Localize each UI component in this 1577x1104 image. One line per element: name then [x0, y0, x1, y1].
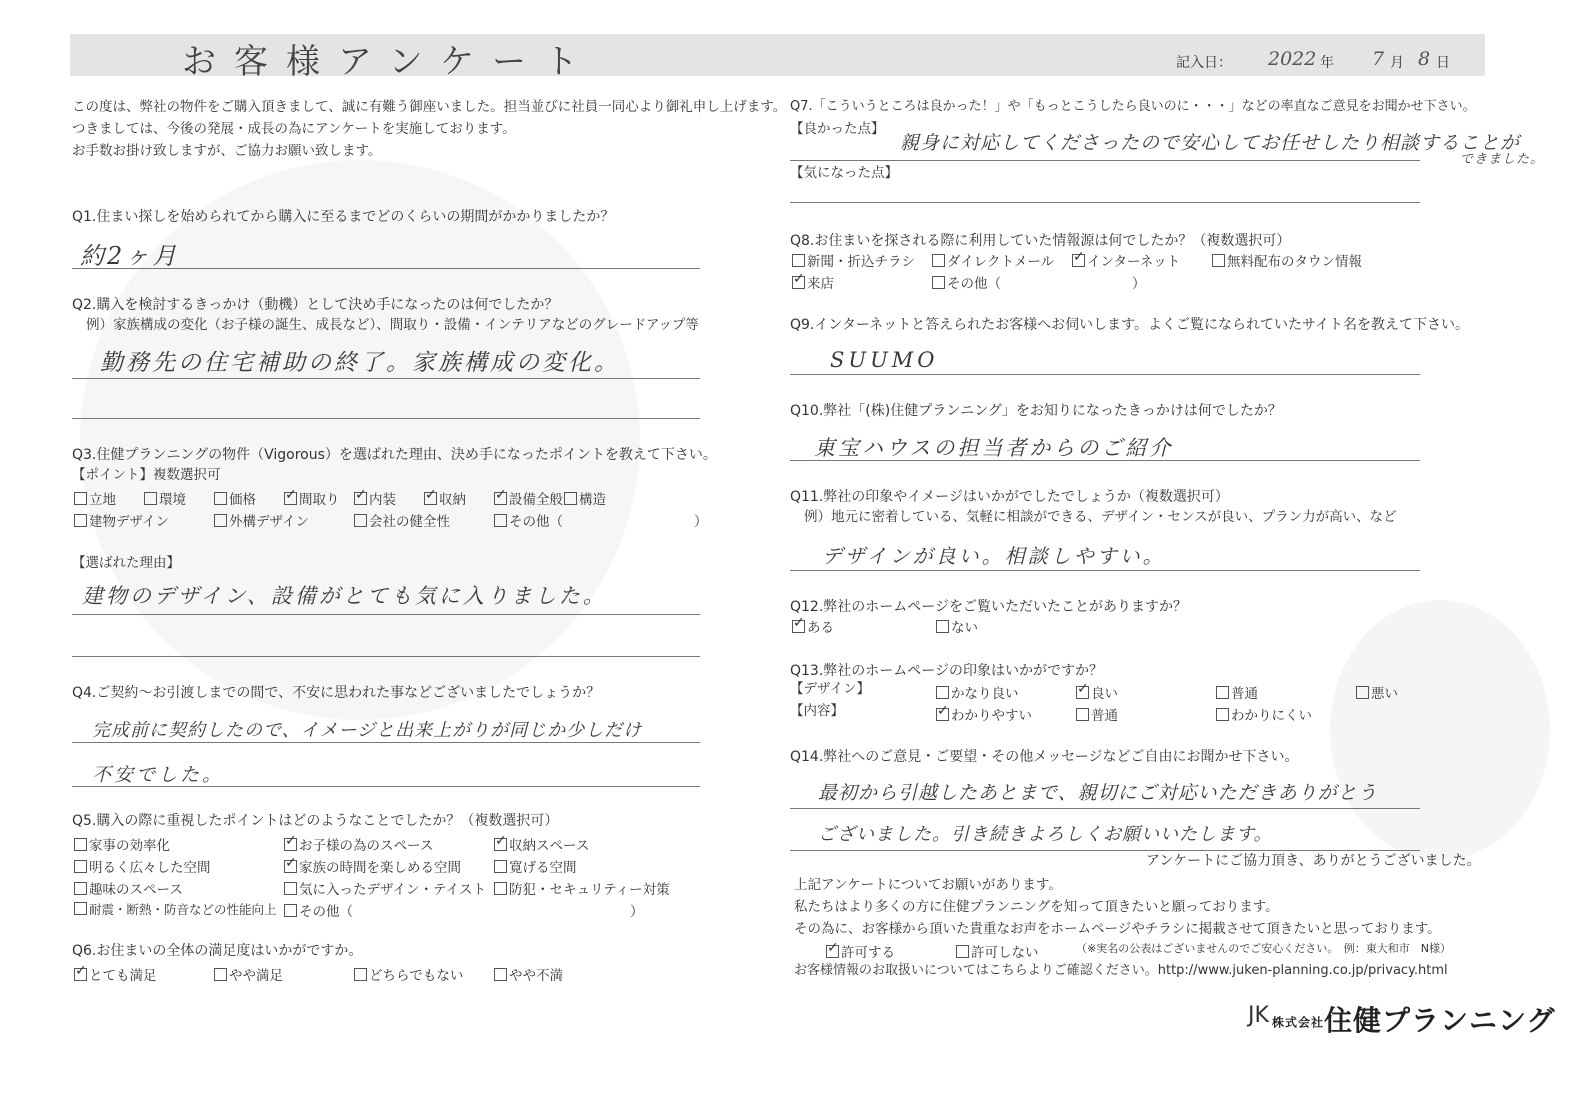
q10-question: Q10.弊社「(株)住健プランニング」をお知りになったきっかけは何でしたか？ [790, 403, 1282, 419]
date-year: 2022 [1268, 48, 1317, 70]
q3-option[interactable]: その他（ [494, 510, 563, 530]
q5-option[interactable]: 耐震・断熱・防音などの性能向上 [74, 900, 277, 918]
checkbox[interactable] [354, 514, 367, 527]
q8-other-close: ） [1132, 276, 1146, 292]
permission-note: （※実名の公表はございませんのでご安心ください。 例：東大和市 N様） [1076, 942, 1451, 955]
q3-option[interactable]: 構造 [564, 488, 606, 508]
intro-line: お手数お掛け致しますが、ご協力お願い致します。 [72, 143, 382, 159]
q3-option[interactable]: 外構デザイン [214, 510, 309, 530]
q5-option[interactable]: 寛げる空間 [494, 856, 577, 876]
q8-option[interactable]: ✓ インターネット [1072, 250, 1180, 270]
checkbox-checked[interactable] [494, 492, 507, 505]
answer-line [72, 378, 700, 379]
checkbox[interactable] [144, 492, 157, 505]
q5-option[interactable]: 趣味のスペース [74, 878, 183, 898]
q11-answer: デザインが良い。相談しやすい。 [822, 544, 1166, 568]
q2-answer: 勤務先の住宅補助の終了。家族構成の変化。 [100, 350, 620, 376]
request-line: 上記アンケートについてお願いがあります。 [794, 877, 1062, 893]
q5-option[interactable]: その他（ [284, 900, 353, 920]
checkbox[interactable] [74, 492, 87, 505]
checkbox-checked[interactable] [792, 620, 805, 633]
permission-allow[interactable]: ✓許可する [826, 941, 895, 961]
q4-answer-line1: 完成前に契約したので、イメージと出来上がりが同じか少しだけ [92, 720, 643, 741]
q13-content-label: 【内容】 [790, 703, 844, 719]
q4-question: Q4.ご契約～お引渡しまでの間で、不安に思われた事などございましたでしょうか？ [72, 685, 601, 701]
checkbox[interactable] [354, 968, 367, 981]
q2-question: Q2.購入を検討するきっかけ（動機）として決め手になったのは何でしたか？ [72, 297, 559, 313]
q12-option[interactable]: ✓ある [792, 616, 834, 636]
q7-concern-label: 【気になった点】 [790, 165, 898, 181]
request-line: その為に、お客様から頂いた貴重なお声をホームページやチラシに掲載させて頂きたいと思っております。 [794, 921, 1441, 937]
q5-option[interactable]: 気に入ったデザイン・テイスト [284, 878, 486, 898]
q3-option[interactable]: ✓ 間取り [284, 488, 340, 508]
q9-answer: SUUMO [830, 348, 939, 372]
q5-option[interactable]: 防犯・セキュリティー対策 [494, 878, 670, 898]
checkbox[interactable] [932, 276, 945, 289]
date-year-unit: 年 [1320, 55, 1334, 71]
answer-line [72, 268, 700, 269]
q5-option[interactable]: ✓ 家族の時間を楽しめる空間 [284, 856, 461, 876]
q2-example: 例）家族構成の変化（お子様の誕生、成長など）、間取り・設備・インテリアなどのグレードアップ等 [86, 317, 699, 333]
q11-question: Q11.弊社の印象やイメージはいかがでしたでしょうか（複数選択可） [790, 489, 1229, 505]
q8-option[interactable]: その他（ [932, 272, 1001, 292]
checkbox-checked[interactable] [284, 860, 297, 873]
q8-option[interactable]: ✓来店 [792, 272, 834, 292]
q3-answer: 建物のデザイン、設備がとても気に入りました。 [82, 584, 607, 608]
q13-content-option[interactable]: 普通 [1076, 704, 1118, 724]
q7-good-answer-cont: できました。 [1460, 152, 1545, 167]
company-name: 住健プランニング [1324, 1004, 1556, 1037]
q1-answer: 約2ヶ月 [80, 242, 180, 270]
checkbox[interactable] [932, 254, 945, 267]
q13-design-option[interactable]: 普通 [1216, 682, 1258, 702]
q3-points-label: 【ポイント】複数選択可 [72, 467, 221, 483]
q5-other-close: ） [630, 904, 644, 920]
q13-question: Q13.弊社のホームページの印象はいかがですか？ [790, 663, 1104, 679]
answer-line [72, 418, 700, 419]
page-title: お客様アンケート [182, 42, 596, 82]
company-logo [1272, 999, 1555, 1039]
checkbox-checked[interactable] [792, 276, 805, 289]
checkbox-checked[interactable] [354, 492, 367, 505]
thanks-text: アンケートにご協力頂き、ありがとうございました。 [1146, 853, 1481, 869]
checkbox[interactable] [74, 882, 87, 895]
checkbox[interactable] [74, 838, 87, 851]
intro-line: つきましては、今後の発展・成長の為にアンケートを実施しております。 [72, 121, 516, 137]
answer-line [790, 202, 1420, 203]
q11-example: 例）地元に密着している、気軽に相談ができる、デザイン・センスが良い、プラン力が高い、など [804, 509, 1397, 525]
date-day: 8 [1418, 48, 1431, 70]
permission-deny[interactable]: 許可しない [956, 941, 1039, 961]
checkbox[interactable] [214, 514, 227, 527]
company-kind: 株式会社 [1272, 1015, 1325, 1030]
q3-option[interactable]: 価格 [214, 488, 256, 508]
checkbox[interactable] [494, 514, 507, 527]
q3-option[interactable]: ✓ 収納 [424, 488, 466, 508]
q13-content-option[interactable]: わかりにくい [1216, 704, 1312, 724]
checkbox[interactable] [936, 686, 949, 699]
checkbox-checked[interactable] [1072, 254, 1085, 267]
checkbox-checked[interactable] [936, 708, 949, 721]
q5-question: Q5.購入の際に重視したポイントはどのようなことでしたか？（複数選択可） [72, 813, 559, 829]
privacy-text: お客様情報のお取扱いについてはこちらよりご確認ください。http://www.juken-planning.co.jp/privacy.html [794, 963, 1448, 978]
q6-option[interactable]: やや満足 [214, 964, 283, 984]
answer-line [72, 742, 700, 743]
q3-option[interactable]: 立地 [74, 488, 116, 508]
q7-good-answer: 親身に対応してくださったので安心してお任せしたり相談することが [900, 132, 1521, 154]
date-month: 7 [1372, 48, 1385, 70]
checkbox[interactable] [494, 860, 507, 873]
checkbox[interactable] [1356, 686, 1369, 699]
q6-question: Q6.お住まいの全体の満足度はいかがですか。 [72, 943, 363, 959]
checkbox[interactable] [74, 860, 87, 873]
q3-option[interactable]: 環境 [144, 488, 186, 508]
q10-answer: 東宝ハウスの担当者からのご紹介 [814, 436, 1174, 460]
q9-question: Q9.インターネットと答えられたお客様へお伺いします。よくご覧になられていたサイト名を教えて下さい。 [790, 317, 1470, 333]
q5-option[interactable]: 明るく広々した空間 [74, 856, 211, 876]
checkbox[interactable] [284, 882, 297, 895]
q13-design-label: 【デザイン】 [790, 681, 871, 697]
q14-question: Q14.弊社へのご意見・ご要望・その他メッセージなどご自由にお聞かせ下さい。 [790, 749, 1299, 765]
q14-answer-line2: ございました。引き続きよろしくお願いいたします。 [818, 824, 1273, 845]
date-label: 記入日： [1176, 55, 1232, 71]
checkbox[interactable] [214, 968, 227, 981]
q8-option[interactable]: ダイレクトメール [932, 250, 1054, 270]
checkbox[interactable] [792, 254, 805, 267]
q3-option[interactable]: ✓ 内装 [354, 488, 396, 508]
q1-question: Q1.住まい探しを始められてから購入に至るまでどのくらいの期間がかかりましたか？ [72, 209, 615, 225]
intro-line: この度は、弊社の物件をご購入頂きまして、誠に有難う御座いました。担当並びに社員一同心より御礼申し上げます。 [72, 99, 787, 115]
checkbox[interactable] [936, 620, 949, 633]
q3-question: Q3.住健プランニングの物件（Vigorous）を選ばれた理由、決め手になったポイントを教えて下さい。 [72, 447, 717, 463]
q5-option[interactable]: ✓ 収納スペース [494, 834, 589, 854]
answer-line [72, 614, 700, 615]
q7-good-label: 【良かった点】 [790, 121, 885, 137]
q5-option[interactable]: 家事の効率化 [74, 834, 170, 854]
date-month-unit: 月 [1390, 55, 1404, 71]
q8-option[interactable]: 新聞・折込チラシ [792, 250, 915, 270]
checkbox[interactable] [494, 968, 507, 981]
checkbox[interactable] [1076, 708, 1089, 721]
company-logo-icon: JK [1248, 1003, 1269, 1028]
q8-question: Q8.お住まいを探される際に利用していた情報源は何でしたか？（複数選択可） [790, 233, 1291, 249]
q13-design-option[interactable]: 悪い [1356, 682, 1398, 702]
answer-line [72, 786, 700, 787]
request-line: 私たちはより多くの方に住健プランニングを知って頂きたいと願っております。 [794, 899, 1279, 915]
date-day-unit: 日 [1436, 55, 1450, 71]
checkbox-checked[interactable] [74, 968, 87, 981]
answer-line [790, 570, 1420, 571]
checkbox-checked[interactable] [826, 945, 839, 958]
q7-question: Q7.「こういうところは良かった！」や「もっとこうしたら良いのに・・・」などの率直なご意見をお聞かせ下さい。 [790, 99, 1476, 114]
checkbox[interactable] [494, 882, 507, 895]
checkbox-checked[interactable] [424, 492, 437, 505]
answer-line [72, 656, 700, 657]
q3-option[interactable]: 会社の健全性 [354, 510, 450, 530]
watermark [1330, 600, 1550, 860]
checkbox[interactable] [956, 945, 969, 958]
q3-option[interactable]: 建物デザイン [74, 510, 169, 530]
q3-option[interactable]: ✓ 設備全般 [494, 488, 563, 508]
q12-question: Q12.弊社のホームページをご覧いただいたことがありますか？ [790, 599, 1188, 615]
answer-line [790, 374, 1420, 375]
checkbox-checked[interactable] [1076, 686, 1089, 699]
q3-reason-label: 【選ばれた理由】 [72, 555, 180, 571]
q5-option[interactable]: ✓ お子様の為のスペース [284, 834, 433, 854]
checkbox-checked[interactable] [284, 838, 297, 851]
checkbox[interactable] [564, 492, 577, 505]
checkbox[interactable] [284, 904, 297, 917]
q4-answer-line2: 不安でした。 [92, 764, 225, 786]
q6-option[interactable]: やや不満 [494, 964, 563, 984]
q6-option[interactable]: どちらでもない [354, 964, 463, 984]
q13-design-option[interactable]: ✓ 良い [1076, 682, 1118, 702]
checkbox[interactable] [74, 902, 87, 915]
q13-design-option[interactable]: かなり良い [936, 682, 1019, 702]
answer-line [790, 808, 1420, 809]
answer-line [790, 460, 1420, 461]
checkbox-checked[interactable] [494, 838, 507, 851]
q6-option[interactable]: ✓とても満足 [74, 964, 157, 984]
checkbox-checked[interactable] [284, 492, 297, 505]
checkbox[interactable] [1216, 708, 1229, 721]
checkbox[interactable] [74, 514, 87, 527]
checkbox[interactable] [1212, 254, 1225, 267]
checkbox[interactable] [214, 492, 227, 505]
q13-content-option[interactable]: ✓ わかりやすい [936, 704, 1032, 724]
q14-answer-line1: 最初から引越したあとまで、親切にご対応いただきありがとう [818, 782, 1378, 804]
q12-option[interactable]: ない [936, 616, 978, 636]
q3-other-close: ） [694, 514, 708, 530]
checkbox[interactable] [1216, 686, 1229, 699]
q8-option[interactable]: 無料配布のタウン情報 [1212, 250, 1362, 270]
answer-line [790, 160, 1420, 161]
